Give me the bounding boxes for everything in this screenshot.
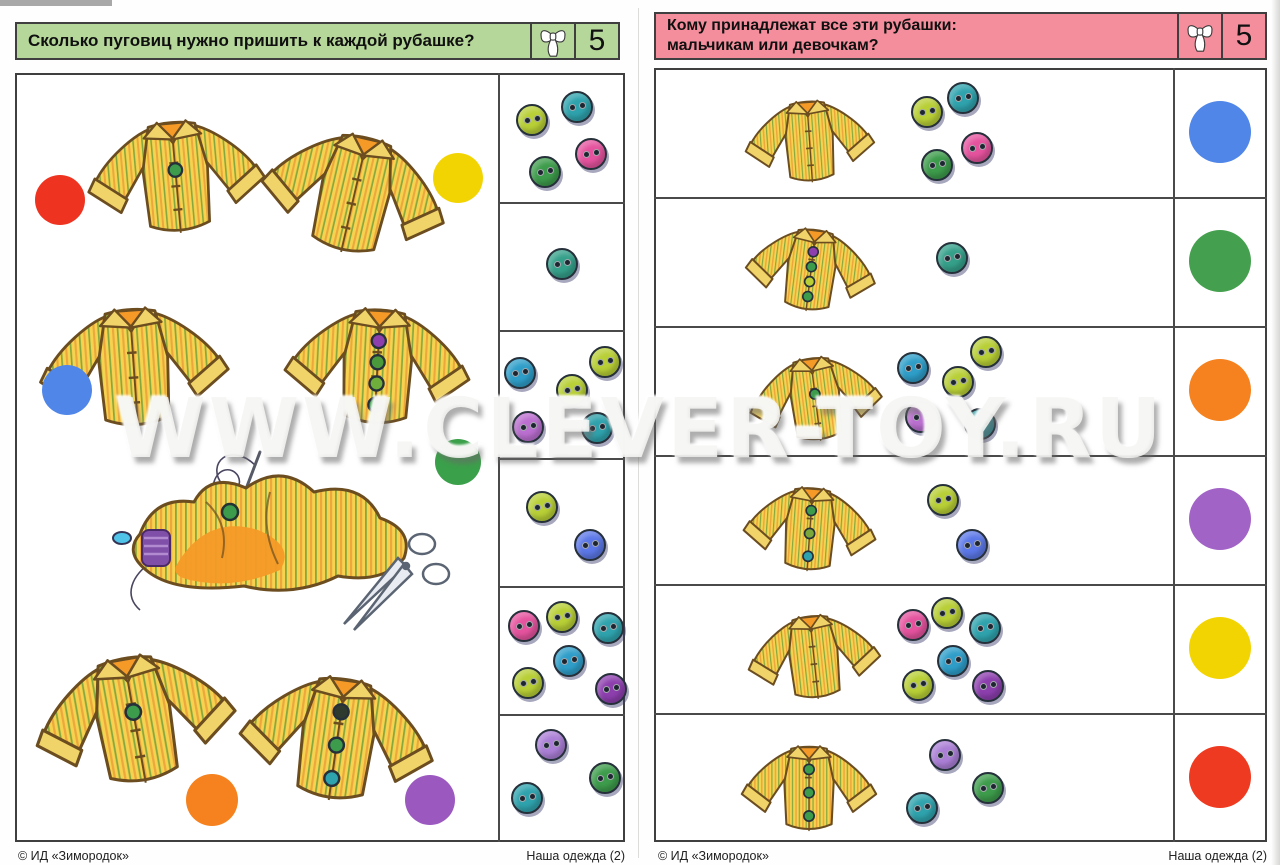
button-hole (980, 683, 987, 690)
button-hole (990, 783, 997, 790)
button-hole (592, 540, 599, 547)
loose-button-illustration (595, 673, 627, 705)
button-hole (939, 610, 946, 617)
loose-button-illustration (553, 645, 585, 677)
button-hole (537, 169, 544, 176)
loose-button-illustration (526, 491, 558, 523)
shirt-button (804, 528, 815, 539)
button-hole (597, 359, 604, 366)
button-hole (519, 795, 526, 802)
button-hole (935, 497, 942, 504)
card-edge-line (638, 8, 639, 858)
button-hole (544, 502, 551, 509)
loose-button-illustration (575, 138, 607, 170)
button-hole (910, 682, 917, 689)
left-cell-line-3 (498, 458, 625, 460)
left-cell-line-1 (498, 202, 625, 204)
button-hole (979, 143, 986, 150)
right-row-line-4 (654, 584, 1267, 586)
button-hole (597, 775, 604, 782)
loose-button-illustration (581, 412, 613, 444)
button-hole (529, 793, 536, 800)
button-hole (534, 115, 541, 122)
right-number-box (1221, 14, 1265, 58)
button-hole (987, 623, 994, 630)
right-page-title-line1: Кому принадлежат все эти рубашки: (667, 17, 957, 34)
button-hole (969, 145, 976, 152)
loose-button-illustration (504, 357, 536, 389)
loose-button-illustration (969, 612, 1001, 644)
button-hole (607, 357, 614, 364)
shirt-button (809, 388, 820, 399)
right-row-line-3 (654, 455, 1267, 457)
loose-button-illustration (937, 645, 969, 677)
loose-button-illustration (589, 346, 621, 378)
answer-dot (435, 439, 481, 485)
button-hole (914, 805, 921, 812)
loose-button-illustration (911, 96, 943, 128)
button-hole (924, 803, 931, 810)
shirt-button (806, 261, 817, 272)
button-hole (919, 109, 926, 116)
shirt-illustration (731, 195, 892, 328)
loose-button-illustration (556, 374, 588, 406)
answer-circle (1189, 359, 1251, 421)
button-hole (593, 149, 600, 156)
right-page-title (656, 14, 1177, 58)
button-hole (915, 620, 922, 627)
button-hole (526, 621, 533, 628)
right-page-number: 5 (1235, 19, 1253, 52)
loose-button-illustration (535, 729, 567, 761)
button-hole (950, 379, 957, 386)
loose-button-illustration (931, 597, 963, 629)
bow-icon (539, 25, 567, 58)
loose-button-illustration (592, 612, 624, 644)
shirt-button (802, 291, 813, 302)
loose-button-illustration (546, 248, 578, 280)
loose-button-illustration (972, 772, 1004, 804)
loose-button-illustration (942, 366, 974, 398)
left-footer-series: Наша одежда (2) (526, 849, 625, 863)
loose-button-illustration (961, 132, 993, 164)
answer-dot (42, 365, 92, 415)
loose-button-illustration (897, 609, 929, 641)
shirt-illustration (729, 457, 892, 586)
right-bow-box (1177, 14, 1221, 58)
loose-button-illustration (947, 82, 979, 114)
shirt-button (371, 334, 386, 349)
loose-button-illustration (905, 401, 937, 433)
loose-button-illustration (516, 104, 548, 136)
button-hole (923, 412, 930, 419)
shirt-button (803, 551, 814, 562)
button-hole (530, 678, 537, 685)
button-hole (949, 608, 956, 615)
scan-artifact-edge (1271, 0, 1280, 865)
button-hole (905, 365, 912, 372)
loose-button-illustration (972, 670, 1004, 702)
loose-button-illustration (897, 352, 929, 384)
button-hole (561, 658, 568, 665)
shirt-illustration (729, 71, 889, 196)
loose-button-illustration (921, 149, 953, 181)
button-hole (937, 752, 944, 759)
button-hole (978, 349, 985, 356)
button-hole (516, 623, 523, 630)
shirt-illustration (28, 265, 237, 446)
button-hole (905, 622, 912, 629)
shirt-illustration (733, 720, 885, 840)
loose-button-illustration (964, 408, 996, 440)
answer-dot (35, 175, 85, 225)
button-hole (965, 93, 972, 100)
shirt-button (369, 376, 384, 391)
answer-dot (433, 153, 483, 203)
left-cell-line-5 (498, 714, 625, 716)
button-hole (944, 255, 951, 262)
shirt-button (370, 355, 385, 370)
button-hole (947, 750, 954, 757)
button-hole (554, 614, 561, 621)
shirt-button (804, 276, 815, 287)
button-hole (547, 167, 554, 174)
shirt-illustration (280, 263, 477, 448)
answer-dot (405, 775, 455, 825)
left-page-number: 5 (588, 24, 606, 57)
button-hole (977, 625, 984, 632)
shirt-button (804, 811, 814, 821)
button-hole (524, 117, 531, 124)
shirt-button (804, 764, 814, 774)
left-header (15, 22, 620, 60)
button-hole (582, 542, 589, 549)
button-hole (600, 625, 607, 632)
button-hole (512, 370, 519, 377)
loose-button-illustration (927, 484, 959, 516)
button-hole (960, 377, 967, 384)
button-hole (972, 421, 979, 428)
watermark-text: WWW.CLEVER-TOY.RU (115, 382, 1165, 477)
shirt-illustration (735, 324, 893, 459)
button-hole (974, 540, 981, 547)
left-bow-box (530, 24, 574, 58)
button-hole (607, 773, 614, 780)
answer-circle (1189, 617, 1251, 679)
button-hole (980, 785, 987, 792)
loose-button-illustration (970, 336, 1002, 368)
loose-button-illustration (929, 739, 961, 771)
answer-circle (1189, 488, 1251, 550)
button-hole (603, 686, 610, 693)
button-hole (520, 680, 527, 687)
shirt-button (808, 246, 819, 257)
right-footer-series: Наша одежда (2) (1168, 849, 1267, 863)
button-hole (915, 363, 922, 370)
left-footer-copyright: © ИД «Зимородок» (18, 849, 129, 863)
sewn-button (222, 504, 238, 520)
right-footer-copyright: © ИД «Зимородок» (658, 849, 769, 863)
loose-button-illustration (589, 762, 621, 794)
loose-button-illustration (902, 669, 934, 701)
button-hole (990, 681, 997, 688)
shirt-button (333, 703, 350, 720)
left-page-title-text: Сколько пуговиц нужно пришить к каждой рубашке? (28, 31, 475, 50)
answer-circle (1189, 230, 1251, 292)
button-hole (964, 542, 971, 549)
button-hole (583, 151, 590, 158)
left-number-box (574, 24, 618, 58)
button-hole (913, 414, 920, 421)
shirt-button (368, 397, 383, 412)
button-hole (574, 385, 581, 392)
button-hole (571, 656, 578, 663)
small-button (113, 532, 131, 544)
right-page-title-line2: мальчикам или девочкам? (667, 37, 879, 54)
right-header (654, 12, 1267, 60)
sewing-shirt-illustration (110, 438, 480, 633)
button-hole (610, 623, 617, 630)
button-hole (955, 95, 962, 102)
right-row-line-2 (654, 326, 1267, 328)
button-hole (543, 742, 550, 749)
button-hole (945, 658, 952, 665)
loose-button-illustration (511, 782, 543, 814)
shirt-button (804, 788, 814, 798)
loose-button-illustration (574, 529, 606, 561)
button-hole (579, 102, 586, 109)
loose-button-illustration (529, 156, 561, 188)
button-hole (982, 419, 989, 426)
button-hole (554, 261, 561, 268)
answer-dot (186, 774, 238, 826)
button-hole (534, 504, 541, 511)
answer-circle (1189, 746, 1251, 808)
button-hole (939, 160, 946, 167)
loose-button-illustration (906, 792, 938, 824)
button-hole (564, 387, 571, 394)
button-hole (564, 259, 571, 266)
loose-button-illustration (956, 529, 988, 561)
shirt-button (168, 163, 183, 178)
button-hole (945, 495, 952, 502)
bow-icon (1186, 20, 1214, 53)
left-page-title (17, 24, 530, 58)
thread-spool-icon (142, 530, 170, 566)
button-hole (530, 422, 537, 429)
button-hole (988, 347, 995, 354)
answer-circle (1189, 101, 1251, 163)
loose-button-illustration (508, 610, 540, 642)
shirt-button (328, 737, 345, 754)
button-hole (522, 368, 529, 375)
shirt-button (806, 505, 817, 516)
left-cell-line-4 (498, 586, 625, 588)
loose-button-illustration (512, 667, 544, 699)
shirt-illustration (731, 582, 895, 715)
shirt-illustration (78, 74, 272, 257)
loose-button-illustration (561, 91, 593, 123)
button-hole (599, 423, 606, 430)
button-hole (564, 612, 571, 619)
button-hole (613, 684, 620, 691)
left-cell-line-2 (498, 330, 625, 332)
button-hole (520, 424, 527, 431)
button-hole (929, 107, 936, 114)
scan-artifact-strip (0, 0, 112, 6)
button-hole (955, 656, 962, 663)
shirt-button (323, 770, 340, 787)
loose-button-illustration (936, 242, 968, 274)
button-hole (569, 104, 576, 111)
shirt-button (124, 703, 142, 721)
button-hole (920, 680, 927, 687)
loose-button-illustration (512, 411, 544, 443)
button-hole (589, 425, 596, 432)
loose-button-illustration (546, 601, 578, 633)
button-hole (954, 253, 961, 260)
button-hole (553, 740, 560, 747)
button-hole (929, 162, 936, 169)
